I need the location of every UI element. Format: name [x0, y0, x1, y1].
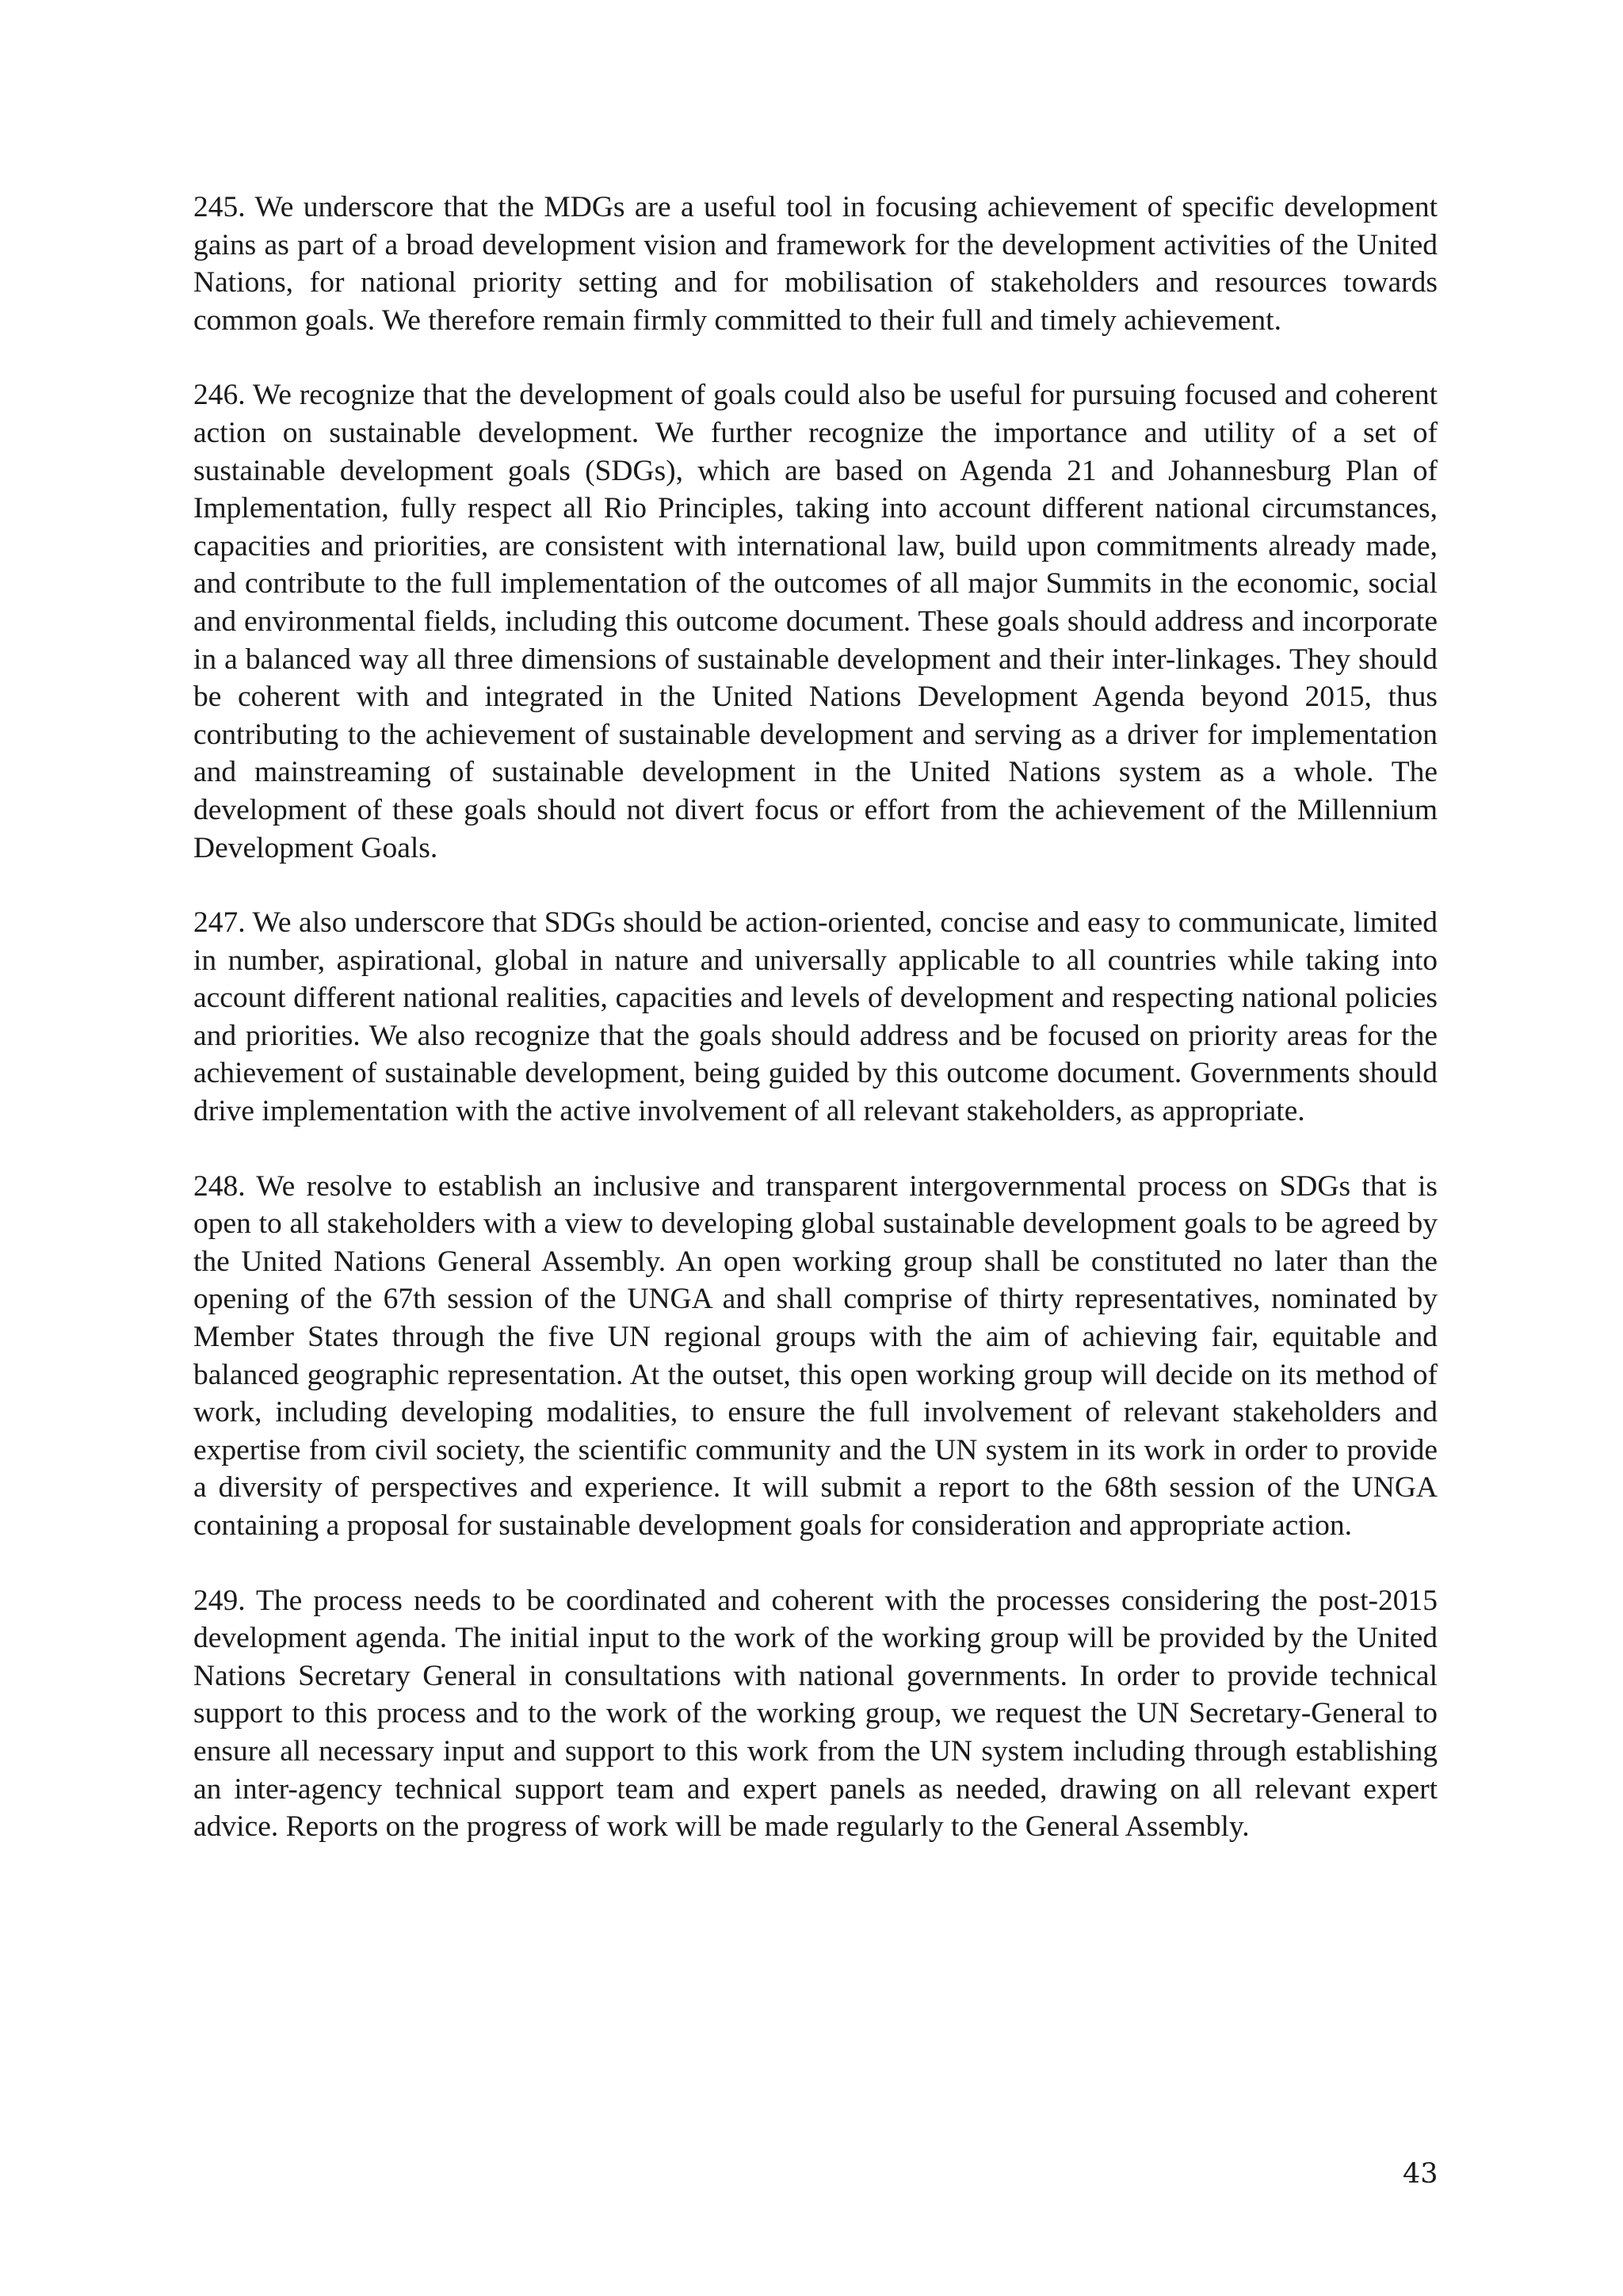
document-body: [193, 189, 1438, 1846]
paragraph-246: 246. We recognize that the development of goals could also be useful for pursuing focused and coherent action on sustainable development. We further recognize the importance and utility of a set of sustainable development goals (SDGs), which are based on Agenda 21 and Johannesburg Plan of Implementation, fully respect all Rio Principles, taking into account different national circumstances, capacities and priorities, are consistent with international law, build upon commitments already made, and contribute to the full implementation of the outcomes of all major Summits in the economic, social and environmental fields, including this outcome document. These goals should address and incorporate in a balanced way all three dimensions of sustainable development and their inter-linkages. They should be coherent with and integrated in the United Nations Development Agenda beyond 2015, thus contributing to the achievement of sustainable development and serving as a driver for implementation and mainstreaming of sustainable development in the United Nations system as a whole. The development of these goals should not divert focus or effort from the achievement of the Millennium Development Goals.: [193, 379, 1438, 864]
paragraph-249: 249. The process needs to be coordinated and coherent with the processes considering the post-2015 development agenda. The initial input to the work of the working group will be provided by the United Nations Secretary General in consultations with national governments. In order to provide technical support to this process and to the work of the working group, we request the UN Secretary-General to ensure all necessary input and support to this work from the UN system including through establishing an inter-agency technical support team and expert panels as needed, drawing on all relevant expert advice. Reports on the progress of work will be made regularly to the General Assembly.: [193, 1584, 1438, 1844]
page-number: 43: [1403, 2158, 1438, 2190]
paragraph-245: 245. We underscore that the MDGs are a useful tool in focusing achievement of specific development gains as part of a broad development vision and framework for the development activities of the United Nations, for national priority setting and for mobilisation of stakeholders and resources towards common goals. We therefore remain firmly committed to their full and timely achievement.: [193, 191, 1438, 337]
paragraph-248: 248. We resolve to establish an inclusive and transparent intergovernmental process on SDGs that is open to all stakeholders with a view to developing global sustainable development goals to be agreed by the United Nations General Assembly. An open working group shall be constituted no later than the opening of the 67th session of the UNGA and shall comprise of thirty representatives, nominated by Member States through the five UN regional groups with the aim of achieving fair, equitable and balanced geographic representation. At the outset, this open working group will decide on its method of work, including developing modalities, to ensure the full involvement of relevant stakeholders and expertise from civil society, the scientific community and the UN system in its work in order to provide a diversity of perspectives and experience. It will submit a report to the 68th session of the UNGA containing a proposal for sustainable development goals for consideration and appropriate action.: [193, 1169, 1438, 1542]
paragraph-247: 247. We also underscore that SDGs should be action-oriented, concise and easy to communicate, limited in number, aspirational, global in nature and universally applicable to all countries while taking into account different national realities, capacities and levels of development and respecting national policies and priorities. We also recognize that the goals should address and be focused on priority areas for the achievement of sustainable development, being guided by this outcome document. Governments should drive implementation with the active involvement of all relevant stakeholders, as appropriate.: [193, 906, 1438, 1128]
